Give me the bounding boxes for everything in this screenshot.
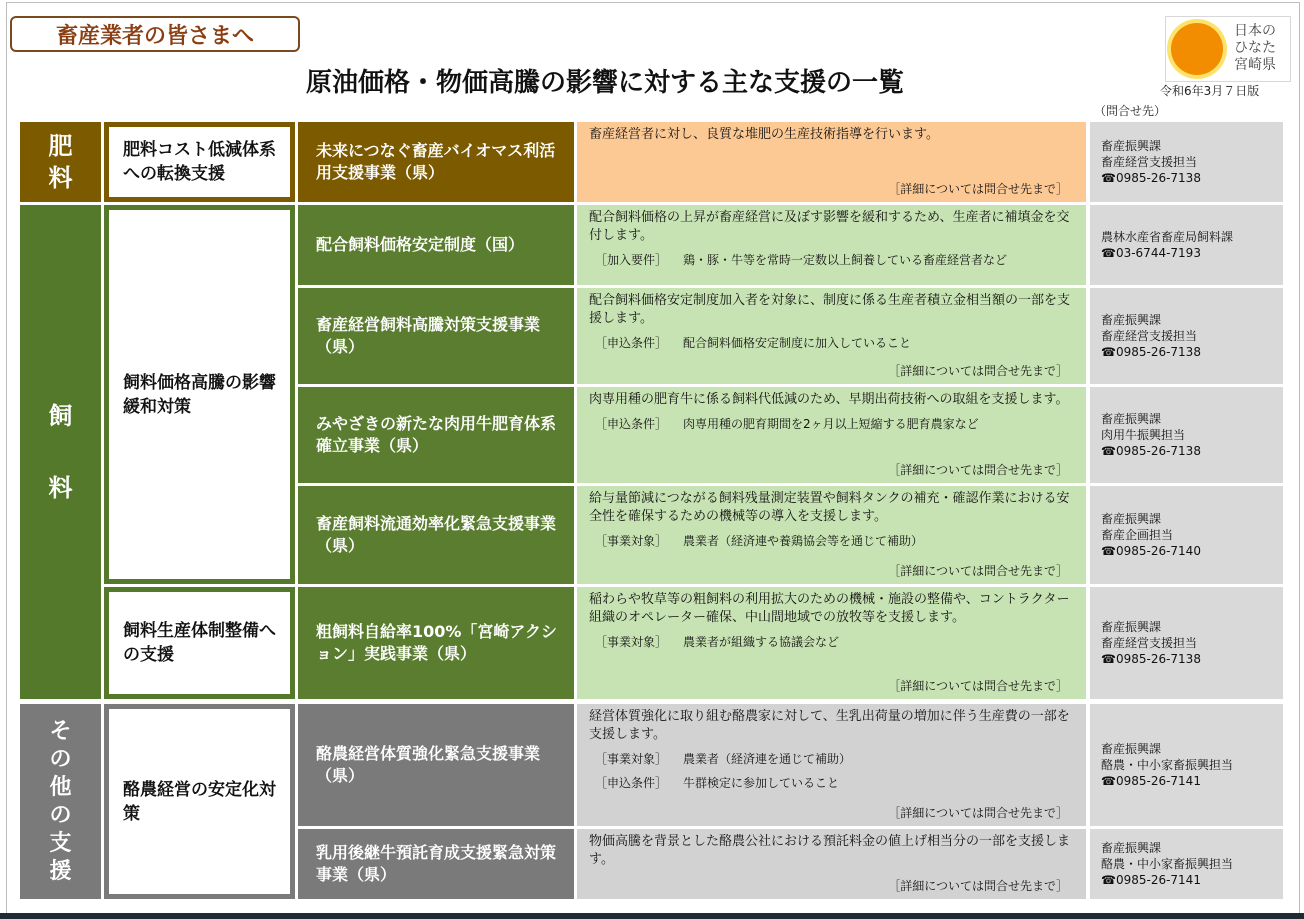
program-description: 配合飼料価格の上昇が畜産経営に及ぼす影響を緩和するため、生産者に補填金を交付します。 ［加入要件］ 鶏・豚・牛等を常時一定数以上飼養している畜産経営者など xyxy=(577,205,1086,285)
subcategory-fertilizer-cost: 肥料コスト低減体系への転換支援 xyxy=(109,127,290,197)
window-bottom-edge xyxy=(0,913,1304,919)
sun-icon xyxy=(1171,23,1223,75)
program-description: 稲わらや牧草等の粗飼料の利用拡大のための機械・施設の整備や、コントラクター組織のオペレーター確保、中山間地域での放牧等を支援します。 ［事業対象］ 農業者が組織する協議会など ［詳細については問合せ先まで］ xyxy=(577,587,1086,699)
subcategory-feed-production: 飼料生産体制整備への支援 xyxy=(109,592,290,694)
contact-info: 畜産振興課 畜産企画担当 ☎0985-26-7140 xyxy=(1090,486,1283,584)
program-name: 粗飼料自給率100%「宮崎アクション」実践事業（県） xyxy=(298,587,574,699)
page-title: 原油価格・物価高騰の影響に対する主な支援の一覧 xyxy=(305,68,904,98)
contact-info: 畜産振興課 畜産経営支援担当 ☎0985-26-7138 xyxy=(1090,587,1283,699)
program-description: 配合飼料価格安定制度加入者を対象に、制度に係る生産者積立金相当額の一部を支援します。 ［申込条件］ 配合飼料価格安定制度に加入していること ［詳細については問合せ先まで］ xyxy=(577,288,1086,384)
program-description: 畜産経営者に対し、良質な堆肥の生産技術指導を行います。 ［詳細については問合せ先まで］ xyxy=(577,122,1086,202)
subcategory-feed-production-frame xyxy=(104,587,295,699)
program-name: みやざきの新たな肉用牛肥育体系確立事業（県） xyxy=(298,387,574,483)
program-description: 肉専用種の肥育牛に係る飼料代低減のため、早期出荷技術への取組を支援します。 ［申込条件］ 肉専用種の肥育期間を2ヶ月以上短縮する肥育農家など ［詳細については問合せ先まで］ xyxy=(577,387,1086,483)
program-description: 給与量節減につながる飼料残量測定装置や飼料タンクの補充・確認作業における安全性を確保するための機械等の導入を支援します。 ［事業対象］ 農業者（経済連や養鶏協会等を通じて補助） ［詳細については問合せ先まで］ xyxy=(577,486,1086,584)
contact-info: 畜産振興課 畜産経営支援担当 ☎0985-26-7138 xyxy=(1090,122,1283,202)
contact-info: 畜産振興課 酪農・中小家畜振興担当 ☎0985-26-7141 xyxy=(1090,704,1283,826)
program-name: 畜産飼料流通効率化緊急支援事業（県） xyxy=(298,486,574,584)
category-fertilizer: 肥 料 xyxy=(20,122,101,202)
contact-info: 畜産振興課 酪農・中小家畜振興担当 ☎0985-26-7141 xyxy=(1090,829,1283,899)
contact-info: 農林水産省畜産局飼料課 ☎03-6744-7193 xyxy=(1090,205,1283,285)
program-name: 乳用後継牛預託育成支援緊急対策事業（県） xyxy=(298,829,574,899)
contact-info: 畜産振興課 畜産経営支援担当 ☎0985-26-7138 xyxy=(1090,288,1283,384)
subcategory-feed-price-frame xyxy=(104,205,295,584)
subcategory-fertilizer-frame xyxy=(104,122,295,202)
subcategory-dairy: 酪農経営の安定化対策 xyxy=(109,709,290,894)
subcategory-feed-price: 飼料価格高騰の影響緩和対策 xyxy=(109,210,290,579)
contact-info: 畜産振興課 肉用牛振興担当 ☎0985-26-7138 xyxy=(1090,387,1283,483)
miyazaki-logo xyxy=(1165,16,1291,82)
program-name: 未来につなぐ畜産バイオマス利活用支援事業（県） xyxy=(298,122,574,202)
logo-text: 日本の ひなた 宮崎県 xyxy=(1234,23,1276,73)
program-name: 配合飼料価格安定制度（国） xyxy=(298,205,574,285)
edition-date: 令和6年3月７日版 xyxy=(1160,84,1260,98)
program-name: 酪農経営体質強化緊急支援事業（県） xyxy=(298,704,574,826)
program-description: 物価高騰を背景とした酪農公社における預託料金の値上げ相当分の一部を支援します。 ［詳細については問合せ先まで］ xyxy=(577,829,1086,899)
program-name: 畜産経営飼料高騰対策支援事業（県） xyxy=(298,288,574,384)
program-description: 経営体質強化に取り組む酪農家に対して、生乳出荷量の増加に伴う生産費の一部を支援します。 ［事業対象］ 農業者（経済連を通じて補助） ［申込条件］ 牛群検定に参加していること ［詳細については問合せ先まで］ xyxy=(577,704,1086,826)
category-feed: 飼 料 xyxy=(20,205,101,699)
audience-tag: 畜産業者の皆さまへ xyxy=(10,16,300,52)
category-other: そ の 他 の 支 援 xyxy=(20,704,101,899)
contact-header: （問合せ先） xyxy=(1094,104,1167,118)
subcategory-dairy-frame xyxy=(104,704,295,899)
